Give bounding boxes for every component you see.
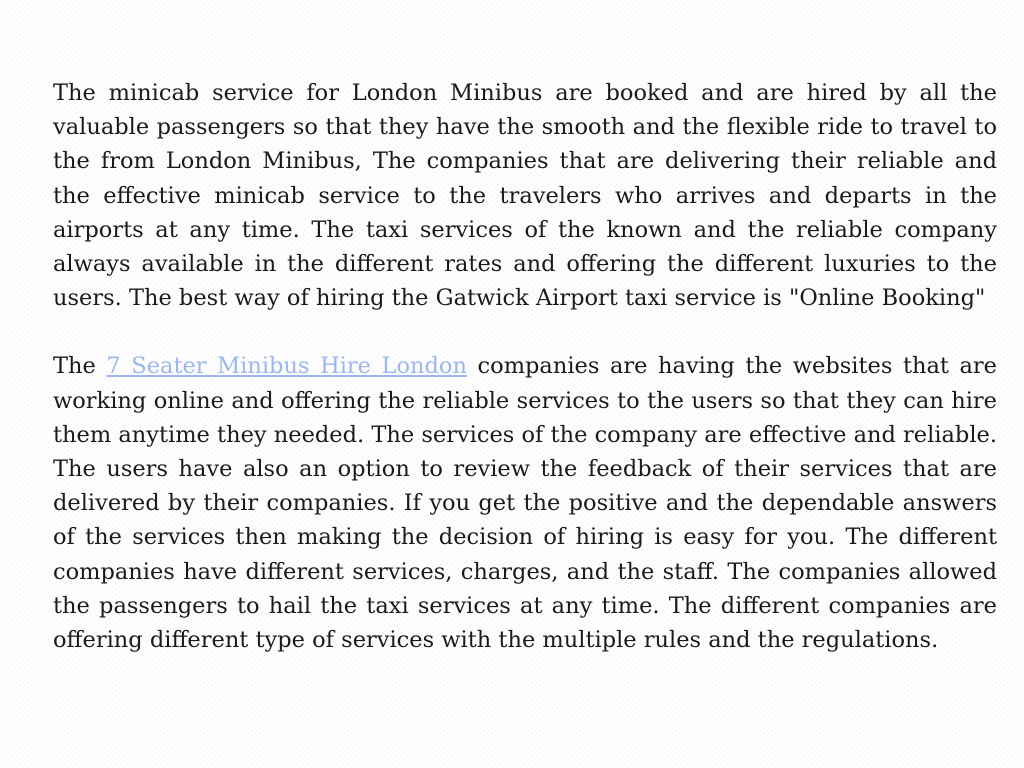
paragraph-1-text: The minicab service for London Minibus are booked and are hired by all the valuable passengers so that they have the smooth and the flexible ride to travel to the from London Minibus, The companies that are delivering their reliable and the effective minicab service to the travelers who arrives and departs in the airports at any time. The taxi services of the known and the reliable company always available in the different rates and offering the different luxuries to the users. The best way of hiring the Gatwick Airport taxi service is "Online Booking" — [53, 80, 997, 312]
text-body — [53, 76, 997, 657]
paragraph-minibus-hire — [53, 349, 997, 657]
paragraph-2-text: companies are having the websites that are working online and offering the reliable services to the users so that they can hire them anytime they needed. The services of the company are effective and reliable. The users have also an option to review the feedback of their services that are delivered by their companies. If you get the positive and the dependable answers of the services then making the decision of hiring is easy for you. The different companies have different services, charges, and the staff. The companies allowed the passengers to hail the taxi services at any time. The different companies are offering different type of services with the multiple rules and the regulations. — [53, 353, 998, 654]
paragraph-minicab-service — [53, 76, 997, 315]
paragraph-2-lead-text: The — [53, 353, 107, 380]
minibus-hire-link[interactable]: 7 Seater Minibus Hire London — [106, 353, 467, 380]
